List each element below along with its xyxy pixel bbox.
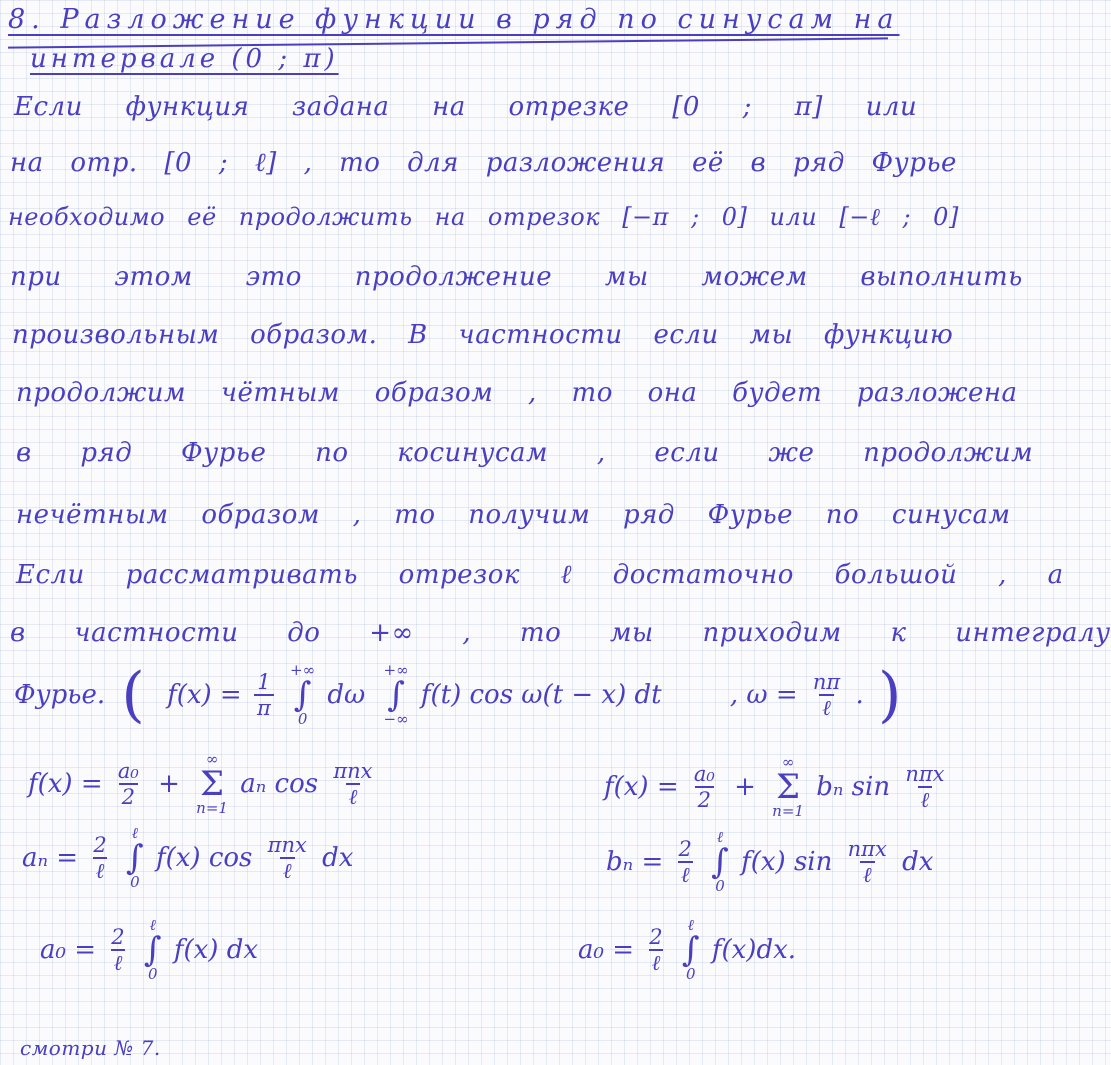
- cos-a0-half: [115, 759, 142, 809]
- sine-bn-formula: [606, 830, 933, 894]
- paragraph-text-8: нечётным образом , то получим ряд Фурье по синусам: [16, 500, 1011, 530]
- sin-sum-lower: n=1: [772, 802, 804, 820]
- sine-a0-formula: [578, 918, 796, 982]
- cos-an-coef-num: 2: [93, 833, 107, 857]
- sin-a0-body: f(x)dx.: [711, 935, 797, 965]
- cos-a0-coef-num: 2: [111, 925, 125, 949]
- sin-a0-int-upper: ℓ: [687, 916, 694, 934]
- sin-sum: [772, 755, 804, 819]
- paragraph-text-9: Если рассматривать отрезок ℓ достаточно большой , а: [16, 560, 1064, 590]
- coef-denominator: π: [254, 694, 274, 720]
- sin-bn-lhs: bₙ =: [606, 847, 664, 877]
- coef-numerator: 1: [257, 670, 271, 694]
- sin-f-lhs: f(x) =: [604, 772, 679, 802]
- integral-sign-icon: ∫: [681, 930, 700, 970]
- sin-a0-int-lower: 0: [685, 965, 696, 983]
- open-paren: (: [121, 660, 145, 730]
- integral-sign-icon: ∫: [387, 675, 405, 715]
- cos-a0-num: a₀: [117, 759, 139, 783]
- sin-a0-num: a₀: [693, 762, 715, 786]
- integral-sign-icon: ∫: [143, 930, 162, 970]
- cos-an-body: f(x) cos: [155, 843, 253, 873]
- integral-t-upper: +∞: [383, 661, 409, 679]
- cos-an-lhs: aₙ =: [22, 843, 79, 873]
- integral-sign-icon: ∫: [711, 842, 729, 882]
- paragraph-line-1: [14, 92, 917, 122]
- omega-fraction: [810, 670, 843, 720]
- paragraph-text-10: в частности до +∞ , то мы приходим к интегралу: [10, 618, 1111, 648]
- sin-bn-integral: [711, 830, 729, 894]
- cos-a0-body: f(x) dx: [173, 935, 259, 965]
- omega-numerator: nπ: [812, 670, 841, 694]
- footnote: [20, 1036, 161, 1060]
- cos-an-dx: dx: [322, 843, 354, 873]
- cos-sum-lower: n=1: [196, 799, 228, 817]
- cos-a0-lhs: a₀ =: [40, 935, 96, 965]
- cos-plus: +: [158, 769, 180, 799]
- heading-line-2: [30, 44, 339, 74]
- paragraph-line-4: [10, 262, 1023, 292]
- paragraph-text-5: произвольным образом. В частности если мы функцию: [12, 320, 954, 350]
- paragraph-text-7: в ряд Фурье по косинусам , если же продолжим: [16, 438, 1034, 468]
- sin-plus: +: [734, 772, 756, 802]
- cos-arg: [330, 759, 375, 809]
- cos-a0-int-lower: 0: [147, 965, 158, 983]
- paragraph-line-5: [12, 320, 953, 350]
- integral-t-body: f(t) cos ω(t − x) dt: [420, 680, 662, 710]
- sin-bn-int-lower: 0: [715, 877, 725, 895]
- sin-bn-dx: dx: [902, 847, 934, 877]
- integral-omega-body: dω: [327, 680, 366, 710]
- paragraph-text-3: необходимо её продолжить на отрезок [−π ; 0] или [−ℓ ; 0]: [8, 203, 959, 231]
- sin-a0-coef-den: ℓ: [649, 949, 664, 975]
- paragraph-line-6: [16, 378, 1018, 408]
- sin-a0-coef: [646, 925, 665, 975]
- paragraph-text-4: при этом это продолжение мы можем выполнить: [10, 262, 1023, 292]
- paragraph-line-7: [16, 438, 1033, 468]
- sin-a0-coef-num: 2: [649, 925, 663, 949]
- integral-omega-lower: 0: [297, 710, 308, 728]
- cos-a0-int-upper: ℓ: [149, 916, 156, 934]
- cos-a0-den: 2: [119, 783, 138, 809]
- paragraph-line-3: [8, 203, 959, 232]
- cos-a0-coef-den: ℓ: [111, 949, 126, 975]
- cos-arg-num: πnx: [333, 759, 373, 783]
- integral-sign-icon: ∫: [126, 838, 144, 878]
- cosine-an-formula: [22, 826, 353, 890]
- cos-arg-den: ℓ: [346, 783, 361, 809]
- cos-a0-integral: [144, 918, 162, 982]
- cosine-a0-formula: [40, 918, 258, 982]
- cos-an-coef: [90, 833, 109, 883]
- close-paren: ): [878, 660, 902, 730]
- sin-arg-den: ℓ: [918, 786, 933, 812]
- sin-sum-upper: ∞: [781, 753, 795, 771]
- heading-text-1: 8. Разложение функции в ряд по синусам на: [8, 4, 900, 35]
- integral-omega-upper: +∞: [290, 661, 316, 679]
- sum-sign-icon: Σ: [200, 764, 225, 804]
- heading-line-1: [8, 4, 900, 35]
- paragraph-line-9: [16, 560, 1064, 590]
- cos-an-coef-den: ℓ: [93, 857, 108, 883]
- cos-sum: [196, 752, 228, 816]
- fourier-integral-coef: [254, 670, 274, 720]
- paragraph-line-10: [10, 618, 1111, 648]
- integral-sign-icon: ∫: [293, 675, 312, 715]
- sin-arg-num: nπx: [905, 762, 945, 786]
- integral-t: [384, 663, 409, 727]
- sin-a0-den: 2: [695, 786, 714, 812]
- paragraph-text-6: продолжим чётным образом , то она будет разложена: [16, 378, 1018, 408]
- cos-f-lhs: f(x) =: [28, 769, 103, 799]
- cos-an-arg: [265, 833, 310, 883]
- sin-bn-coef: [676, 837, 695, 887]
- cos-an-int-lower: 0: [130, 873, 140, 891]
- cosine-series-formula: [28, 752, 380, 816]
- cos-an-arg-num: πnx: [267, 833, 307, 857]
- sin-bn-arg-num: nπx: [847, 837, 887, 861]
- omega-tail: .: [855, 680, 864, 710]
- sin-bn-coef-num: 2: [678, 837, 692, 861]
- paragraph-text-1: Если функция задана на отрезке [0 ; π] или: [14, 92, 918, 122]
- cos-a0-coef: [108, 925, 127, 975]
- fourier-integral-formula: [14, 660, 901, 730]
- sin-a0-half: [691, 762, 718, 812]
- sum-sign-icon: Σ: [776, 767, 801, 807]
- sin-bn-body: f(x) sin: [741, 847, 833, 877]
- sin-bn-arg: [845, 837, 890, 887]
- sin-bn-int-upper: ℓ: [716, 828, 724, 846]
- cos-sum-upper: ∞: [205, 750, 219, 768]
- omega-definition-lhs: , ω =: [729, 680, 798, 710]
- heading-text-2: интервале (0 ; π): [30, 44, 339, 74]
- sin-a0-integral: [682, 918, 700, 982]
- sine-series-formula: [604, 755, 952, 819]
- integral-t-lower: −∞: [383, 710, 409, 728]
- omega-denominator: ℓ: [819, 694, 834, 720]
- sin-arg: [902, 762, 947, 812]
- paragraph-line-8: [16, 500, 1011, 530]
- integral-omega: [290, 663, 315, 727]
- cos-term: aₙ cos: [240, 769, 319, 799]
- fourier-integral-lhs: f(x) =: [167, 680, 242, 710]
- sin-bn-coef-den: ℓ: [678, 861, 693, 887]
- fourier-integral-lead: Фурье.: [14, 680, 106, 710]
- sin-bn-arg-den: ℓ: [860, 861, 875, 887]
- cos-an-int-upper: ℓ: [131, 824, 138, 842]
- paragraph-text-2: на отр. [0 ; ℓ] , то для разложения её в ряд Фурье: [10, 148, 957, 178]
- footnote-text: смотри № 7.: [20, 1036, 161, 1060]
- cos-an-arg-den: ℓ: [280, 857, 295, 883]
- sin-term: bₙ sin: [816, 772, 891, 802]
- sin-a0-lhs: a₀ =: [578, 935, 634, 965]
- cos-an-integral: [126, 826, 144, 890]
- paragraph-line-2: [10, 148, 957, 178]
